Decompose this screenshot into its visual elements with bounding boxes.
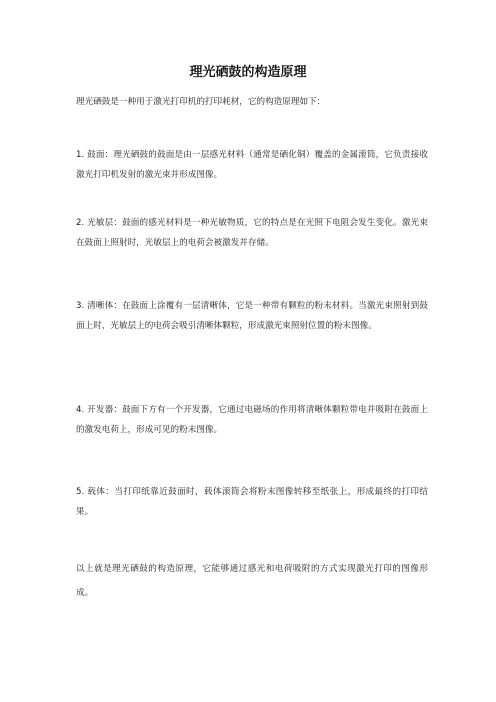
paragraph-drum-surface: 1. 鼓面：理光硒鼓的鼓面是由一层感光材料（通常是硒化铜）覆盖的金属滚筒，它负责接收激光打印机发射的激光束并形成图像。 [76,150,428,180]
paragraph-carrier: 5. 载体：当打印纸靠近鼓面时，载体滚筒会将粉末图像转移至纸张上，形成最终的打印结果。 [76,487,428,517]
paragraph-developer: 4. 开发器：鼓面下方有一个开发器，它通过电磁场的作用将清晰体颗粒带电并吸附在鼓面上的激发电荷上，形成可见的粉末图像。 [76,405,428,435]
paragraph-photosensitive-layer: 2. 光敏层：鼓面的感光材料是一种光敏物质，它的特点是在光照下电阻会发生变化。激光束在鼓面上照射时，光敏层上的电荷会被激发并存储。 [76,218,428,248]
document-title: 理光硒鼓的构造原理 [189,65,307,80]
conclusion-paragraph: 以上就是理光硒鼓的构造原理，它能够通过感光和电荷吸附的方式实现激光打印的图像形成。 [76,564,428,598]
paragraph-toner-layer: 3. 清晰体：在鼓面上涂覆有一层清晰体，它是一种带有颗粒的粉末材料。当激光束照射到鼓面上时，光敏层上的电荷会吸引清晰体颗粒，形成激光束照射位置的粉末图像。 [76,301,428,331]
intro-paragraph: 理光硒鼓是一种用于激光打印机的打印耗材，它的构造原理如下： [76,97,326,107]
